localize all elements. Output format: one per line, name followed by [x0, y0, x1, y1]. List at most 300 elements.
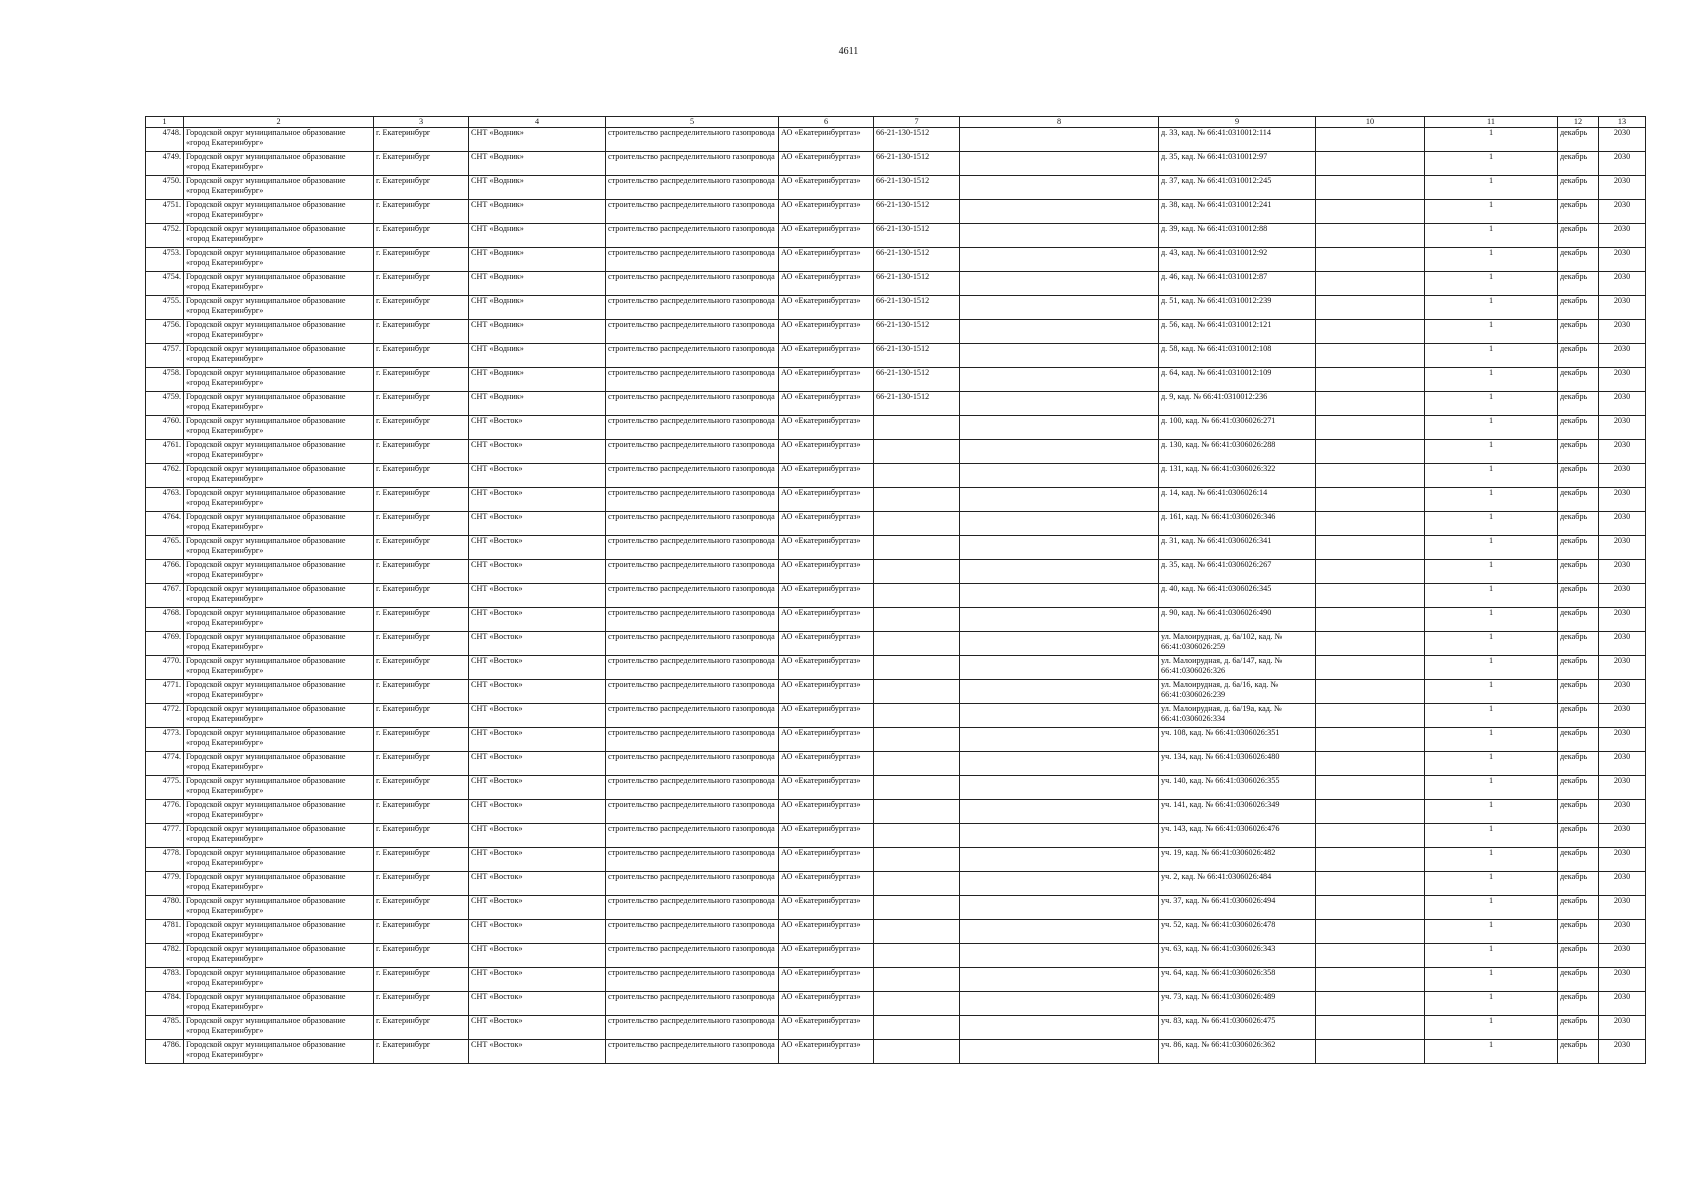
code-cell: 66-21-130-1512 — [874, 344, 960, 368]
quantity-cell: 1 — [1425, 872, 1558, 896]
city-cell: г. Екатеринбург — [374, 968, 469, 992]
quantity-cell: 1 — [1425, 992, 1558, 1016]
column-number: 6 — [779, 117, 874, 128]
row-number: 4754. — [146, 272, 184, 296]
table-row — [146, 968, 1646, 992]
column-8-cell — [960, 200, 1159, 224]
row-number: 4786. — [146, 1040, 184, 1064]
city-cell: г. Екатеринбург — [374, 368, 469, 392]
table-row — [146, 200, 1646, 224]
purpose-cell: строительство распределительного газопровода — [606, 896, 779, 920]
year-cell: 2030 — [1599, 608, 1646, 632]
address-cell: д. 38, кад. № 66:41:0310012:241 — [1159, 200, 1316, 224]
row-number: 4774. — [146, 752, 184, 776]
quantity-cell: 1 — [1425, 800, 1558, 824]
address-cell: д. 131, кад. № 66:41:0306026:322 — [1159, 464, 1316, 488]
column-10-cell — [1316, 248, 1425, 272]
address-cell: д. 39, кад. № 66:41:0310012:88 — [1159, 224, 1316, 248]
city-cell: г. Екатеринбург — [374, 248, 469, 272]
organization-cell: АО «Екатеринбурггаз» — [779, 512, 874, 536]
quantity-cell: 1 — [1425, 752, 1558, 776]
row-number: 4784. — [146, 992, 184, 1016]
column-8-cell — [960, 152, 1159, 176]
owner-cell: Городской округ муниципальное образование «город Екатеринбург» — [184, 680, 374, 704]
column-10-cell — [1316, 1016, 1425, 1040]
table-row — [146, 800, 1646, 824]
month-cell: декабрь — [1558, 776, 1599, 800]
purpose-cell: строительство распределительного газопровода — [606, 368, 779, 392]
row-number: 4779. — [146, 872, 184, 896]
city-cell: г. Екатеринбург — [374, 776, 469, 800]
city-cell: г. Екатеринбург — [374, 656, 469, 680]
column-8-cell — [960, 992, 1159, 1016]
object-cell: СНТ «Водник» — [469, 128, 606, 152]
column-8-cell — [960, 416, 1159, 440]
column-10-cell — [1316, 416, 1425, 440]
row-number: 4763. — [146, 488, 184, 512]
code-cell — [874, 632, 960, 656]
column-8-cell — [960, 392, 1159, 416]
owner-cell: Городской округ муниципальное образование «город Екатеринбург» — [184, 656, 374, 680]
quantity-cell: 1 — [1425, 776, 1558, 800]
row-number: 4775. — [146, 776, 184, 800]
code-cell — [874, 704, 960, 728]
year-cell: 2030 — [1599, 752, 1646, 776]
city-cell: г. Екатеринбург — [374, 680, 469, 704]
city-cell: г. Екатеринбург — [374, 464, 469, 488]
month-cell: декабрь — [1558, 464, 1599, 488]
organization-cell: АО «Екатеринбурггаз» — [779, 656, 874, 680]
column-8-cell — [960, 920, 1159, 944]
purpose-cell: строительство распределительного газопровода — [606, 200, 779, 224]
address-cell: уч. 86, кад. № 66:41:0306026:362 — [1159, 1040, 1316, 1064]
year-cell: 2030 — [1599, 824, 1646, 848]
quantity-cell: 1 — [1425, 128, 1558, 152]
column-8-cell — [960, 1040, 1159, 1064]
address-cell: уч. 64, кад. № 66:41:0306026:358 — [1159, 968, 1316, 992]
address-cell: уч. 52, кад. № 66:41:0306026:478 — [1159, 920, 1316, 944]
city-cell: г. Екатеринбург — [374, 1016, 469, 1040]
purpose-cell: строительство распределительного газопровода — [606, 464, 779, 488]
organization-cell: АО «Екатеринбурггаз» — [779, 152, 874, 176]
column-8-cell — [960, 128, 1159, 152]
month-cell: декабрь — [1558, 608, 1599, 632]
column-number: 4 — [469, 117, 606, 128]
organization-cell: АО «Екатеринбурггаз» — [779, 992, 874, 1016]
city-cell: г. Екатеринбург — [374, 992, 469, 1016]
year-cell: 2030 — [1599, 1016, 1646, 1040]
quantity-cell: 1 — [1425, 488, 1558, 512]
row-number: 4755. — [146, 296, 184, 320]
city-cell: г. Екатеринбург — [374, 272, 469, 296]
address-cell: ул. Малоирудная, д. 6а/147, кад. № 66:41:0306026:326 — [1159, 656, 1316, 680]
code-cell — [874, 872, 960, 896]
column-10-cell — [1316, 776, 1425, 800]
owner-cell: Городской округ муниципальное образование «город Екатеринбург» — [184, 176, 374, 200]
column-8-cell — [960, 608, 1159, 632]
city-cell: г. Екатеринбург — [374, 416, 469, 440]
row-number: 4771. — [146, 680, 184, 704]
year-cell: 2030 — [1599, 1040, 1646, 1064]
year-cell: 2030 — [1599, 920, 1646, 944]
table-row — [146, 656, 1646, 680]
month-cell: декабрь — [1558, 368, 1599, 392]
organization-cell: АО «Екатеринбурггаз» — [779, 968, 874, 992]
organization-cell: АО «Екатеринбурггаз» — [779, 488, 874, 512]
address-cell: уч. 63, кад. № 66:41:0306026:343 — [1159, 944, 1316, 968]
column-number: 1 — [146, 117, 184, 128]
year-cell: 2030 — [1599, 728, 1646, 752]
object-cell: СНТ «Восток» — [469, 800, 606, 824]
city-cell: г. Екатеринбург — [374, 872, 469, 896]
address-cell: д. 33, кад. № 66:41:0310012:114 — [1159, 128, 1316, 152]
column-8-cell — [960, 320, 1159, 344]
year-cell: 2030 — [1599, 296, 1646, 320]
organization-cell: АО «Екатеринбурггаз» — [779, 344, 874, 368]
address-cell: ул. Малоирудная, д. 6а/16, кад. № 66:41:0306026:239 — [1159, 680, 1316, 704]
code-cell — [874, 608, 960, 632]
column-number: 8 — [960, 117, 1159, 128]
quantity-cell: 1 — [1425, 848, 1558, 872]
column-10-cell — [1316, 704, 1425, 728]
year-cell: 2030 — [1599, 440, 1646, 464]
row-number: 4759. — [146, 392, 184, 416]
column-number: 12 — [1558, 117, 1599, 128]
column-8-cell — [960, 344, 1159, 368]
object-cell: СНТ «Восток» — [469, 824, 606, 848]
purpose-cell: строительство распределительного газопровода — [606, 416, 779, 440]
year-cell: 2030 — [1599, 944, 1646, 968]
row-number: 4782. — [146, 944, 184, 968]
city-cell: г. Екатеринбург — [374, 488, 469, 512]
column-10-cell — [1316, 944, 1425, 968]
row-number: 4748. — [146, 128, 184, 152]
table-row — [146, 920, 1646, 944]
owner-cell: Городской округ муниципальное образование «город Екатеринбург» — [184, 296, 374, 320]
address-cell: д. 9, кад. № 66:41:0310012:236 — [1159, 392, 1316, 416]
owner-cell: Городской округ муниципальное образование «город Екатеринбург» — [184, 200, 374, 224]
object-cell: СНТ «Восток» — [469, 416, 606, 440]
column-8-cell — [960, 584, 1159, 608]
quantity-cell: 1 — [1425, 728, 1558, 752]
object-cell: СНТ «Восток» — [469, 560, 606, 584]
object-cell: СНТ «Водник» — [469, 296, 606, 320]
quantity-cell: 1 — [1425, 896, 1558, 920]
column-8-cell — [960, 1016, 1159, 1040]
object-cell: СНТ «Водник» — [469, 344, 606, 368]
column-number: 13 — [1599, 117, 1646, 128]
organization-cell: АО «Екатеринбурггаз» — [779, 920, 874, 944]
table-row — [146, 944, 1646, 968]
code-cell — [874, 656, 960, 680]
object-cell: СНТ «Водник» — [469, 320, 606, 344]
code-cell — [874, 584, 960, 608]
quantity-cell: 1 — [1425, 320, 1558, 344]
month-cell: декабрь — [1558, 680, 1599, 704]
month-cell: декабрь — [1558, 800, 1599, 824]
code-cell — [874, 488, 960, 512]
quantity-cell: 1 — [1425, 248, 1558, 272]
organization-cell: АО «Екатеринбурггаз» — [779, 704, 874, 728]
owner-cell: Городской округ муниципальное образование «город Екатеринбург» — [184, 608, 374, 632]
city-cell: г. Екатеринбург — [374, 1040, 469, 1064]
organization-cell: АО «Екатеринбурггаз» — [779, 608, 874, 632]
column-8-cell — [960, 872, 1159, 896]
table-row — [146, 368, 1646, 392]
row-number: 4778. — [146, 848, 184, 872]
year-cell: 2030 — [1599, 536, 1646, 560]
object-cell: СНТ «Восток» — [469, 608, 606, 632]
address-cell: ул. Малоирудная, д. 6а/102, кад. № 66:41:0306026:259 — [1159, 632, 1316, 656]
purpose-cell: строительство распределительного газопровода — [606, 680, 779, 704]
address-cell: д. 56, кад. № 66:41:0310012:121 — [1159, 320, 1316, 344]
city-cell: г. Екатеринбург — [374, 512, 469, 536]
object-cell: СНТ «Восток» — [469, 680, 606, 704]
address-cell: уч. 37, кад. № 66:41:0306026:494 — [1159, 896, 1316, 920]
column-8-cell — [960, 296, 1159, 320]
object-cell: СНТ «Восток» — [469, 944, 606, 968]
column-10-cell — [1316, 488, 1425, 512]
table-row — [146, 296, 1646, 320]
object-cell: СНТ «Водник» — [469, 152, 606, 176]
row-number: 4761. — [146, 440, 184, 464]
month-cell: декабрь — [1558, 200, 1599, 224]
column-10-cell — [1316, 512, 1425, 536]
object-cell: СНТ «Восток» — [469, 896, 606, 920]
object-cell: СНТ «Водник» — [469, 224, 606, 248]
code-cell — [874, 920, 960, 944]
row-number: 4772. — [146, 704, 184, 728]
table-row — [146, 896, 1646, 920]
purpose-cell: строительство распределительного газопровода — [606, 1016, 779, 1040]
object-cell: СНТ «Восток» — [469, 704, 606, 728]
quantity-cell: 1 — [1425, 200, 1558, 224]
address-cell: уч. 143, кад. № 66:41:0306026:476 — [1159, 824, 1316, 848]
city-cell: г. Екатеринбург — [374, 224, 469, 248]
object-cell: СНТ «Восток» — [469, 992, 606, 1016]
month-cell: декабрь — [1558, 392, 1599, 416]
month-cell: декабрь — [1558, 728, 1599, 752]
object-cell: СНТ «Восток» — [469, 752, 606, 776]
row-number: 4750. — [146, 176, 184, 200]
code-cell — [874, 728, 960, 752]
city-cell: г. Екатеринбург — [374, 632, 469, 656]
purpose-cell: строительство распределительного газопровода — [606, 320, 779, 344]
column-8-cell — [960, 848, 1159, 872]
code-cell — [874, 1040, 960, 1064]
city-cell: г. Екатеринбург — [374, 344, 469, 368]
table-row — [146, 512, 1646, 536]
row-number: 4758. — [146, 368, 184, 392]
column-10-cell — [1316, 584, 1425, 608]
object-cell: СНТ «Водник» — [469, 176, 606, 200]
city-cell: г. Екатеринбург — [374, 152, 469, 176]
organization-cell: АО «Екатеринбурггаз» — [779, 248, 874, 272]
organization-cell: АО «Екатеринбурггаз» — [779, 848, 874, 872]
row-number: 4762. — [146, 464, 184, 488]
owner-cell: Городской округ муниципальное образование «город Екатеринбург» — [184, 968, 374, 992]
column-8-cell — [960, 632, 1159, 656]
table-row — [146, 392, 1646, 416]
owner-cell: Городской округ муниципальное образование «город Екатеринбург» — [184, 440, 374, 464]
year-cell: 2030 — [1599, 776, 1646, 800]
object-cell: СНТ «Восток» — [469, 776, 606, 800]
code-cell: 66-21-130-1512 — [874, 368, 960, 392]
city-cell: г. Екатеринбург — [374, 608, 469, 632]
row-number: 4760. — [146, 416, 184, 440]
organization-cell: АО «Екатеринбурггаз» — [779, 584, 874, 608]
table-row — [146, 776, 1646, 800]
object-cell: СНТ «Восток» — [469, 584, 606, 608]
table-row — [146, 608, 1646, 632]
owner-cell: Городской округ муниципальное образование «город Екатеринбург» — [184, 536, 374, 560]
object-cell: СНТ «Водник» — [469, 368, 606, 392]
table-row — [146, 464, 1646, 488]
table-row — [146, 248, 1646, 272]
city-cell: г. Екатеринбург — [374, 176, 469, 200]
column-number: 10 — [1316, 117, 1425, 128]
address-cell: уч. 140, кад. № 66:41:0306026:355 — [1159, 776, 1316, 800]
row-number: 4764. — [146, 512, 184, 536]
quantity-cell: 1 — [1425, 968, 1558, 992]
row-number: 4751. — [146, 200, 184, 224]
organization-cell: АО «Екатеринбурггаз» — [779, 416, 874, 440]
owner-cell: Городской округ муниципальное образование «город Екатеринбург» — [184, 728, 374, 752]
quantity-cell: 1 — [1425, 464, 1558, 488]
owner-cell: Городской округ муниципальное образование «город Екатеринбург» — [184, 848, 374, 872]
purpose-cell: строительство распределительного газопровода — [606, 728, 779, 752]
year-cell: 2030 — [1599, 176, 1646, 200]
organization-cell: АО «Екатеринбурггаз» — [779, 200, 874, 224]
code-cell — [874, 896, 960, 920]
month-cell: декабрь — [1558, 224, 1599, 248]
month-cell: декабрь — [1558, 344, 1599, 368]
row-number: 4776. — [146, 800, 184, 824]
city-cell: г. Екатеринбург — [374, 896, 469, 920]
year-cell: 2030 — [1599, 584, 1646, 608]
quantity-cell: 1 — [1425, 536, 1558, 560]
quantity-cell: 1 — [1425, 152, 1558, 176]
code-cell — [874, 752, 960, 776]
owner-cell: Городской округ муниципальное образование «город Екатеринбург» — [184, 632, 374, 656]
address-cell: д. 58, кад. № 66:41:0310012:108 — [1159, 344, 1316, 368]
organization-cell: АО «Екатеринбурггаз» — [779, 464, 874, 488]
year-cell: 2030 — [1599, 464, 1646, 488]
purpose-cell: строительство распределительного газопровода — [606, 584, 779, 608]
row-number: 4785. — [146, 1016, 184, 1040]
city-cell: г. Екатеринбург — [374, 704, 469, 728]
column-10-cell — [1316, 824, 1425, 848]
purpose-cell: строительство распределительного газопровода — [606, 176, 779, 200]
organization-cell: АО «Екатеринбурггаз» — [779, 176, 874, 200]
purpose-cell: строительство распределительного газопровода — [606, 392, 779, 416]
column-8-cell — [960, 368, 1159, 392]
code-cell — [874, 800, 960, 824]
purpose-cell: строительство распределительного газопровода — [606, 512, 779, 536]
table-row — [146, 824, 1646, 848]
city-cell: г. Екатеринбург — [374, 944, 469, 968]
column-10-cell — [1316, 656, 1425, 680]
purpose-cell: строительство распределительного газопровода — [606, 704, 779, 728]
column-10-cell — [1316, 536, 1425, 560]
month-cell: декабрь — [1558, 560, 1599, 584]
table-row — [146, 560, 1646, 584]
column-10-cell — [1316, 464, 1425, 488]
column-8-cell — [960, 824, 1159, 848]
city-cell: г. Екатеринбург — [374, 440, 469, 464]
column-number: 3 — [374, 117, 469, 128]
object-cell: СНТ «Восток» — [469, 1040, 606, 1064]
object-cell: СНТ «Восток» — [469, 656, 606, 680]
code-cell — [874, 944, 960, 968]
table-row — [146, 344, 1646, 368]
address-cell: д. 51, кад. № 66:41:0310012:239 — [1159, 296, 1316, 320]
column-number: 7 — [874, 117, 960, 128]
organization-cell: АО «Екатеринбурггаз» — [779, 752, 874, 776]
purpose-cell: строительство распределительного газопровода — [606, 776, 779, 800]
purpose-cell: строительство распределительного газопровода — [606, 560, 779, 584]
month-cell: декабрь — [1558, 632, 1599, 656]
owner-cell: Городской округ муниципальное образование «город Екатеринбург» — [184, 368, 374, 392]
organization-cell: АО «Екатеринбурггаз» — [779, 320, 874, 344]
quantity-cell: 1 — [1425, 416, 1558, 440]
month-cell: декабрь — [1558, 440, 1599, 464]
object-cell: СНТ «Водник» — [469, 272, 606, 296]
column-8-cell — [960, 176, 1159, 200]
city-cell: г. Екатеринбург — [374, 800, 469, 824]
code-cell — [874, 464, 960, 488]
column-8-cell — [960, 272, 1159, 296]
column-8-cell — [960, 488, 1159, 512]
column-8-cell — [960, 440, 1159, 464]
month-cell: декабрь — [1558, 896, 1599, 920]
year-cell: 2030 — [1599, 416, 1646, 440]
column-8-cell — [960, 776, 1159, 800]
code-cell — [874, 848, 960, 872]
year-cell: 2030 — [1599, 512, 1646, 536]
code-cell — [874, 680, 960, 704]
column-10-cell — [1316, 176, 1425, 200]
purpose-cell: строительство распределительного газопровода — [606, 128, 779, 152]
row-number: 4769. — [146, 632, 184, 656]
column-10-cell — [1316, 560, 1425, 584]
column-10-cell — [1316, 968, 1425, 992]
column-10-cell — [1316, 608, 1425, 632]
purpose-cell: строительство распределительного газопровода — [606, 344, 779, 368]
table-body — [146, 128, 1646, 1064]
owner-cell: Городской округ муниципальное образование «город Екатеринбург» — [184, 152, 374, 176]
month-cell: декабрь — [1558, 824, 1599, 848]
year-cell: 2030 — [1599, 488, 1646, 512]
column-8-cell — [960, 680, 1159, 704]
code-cell: 66-21-130-1512 — [874, 200, 960, 224]
object-cell: СНТ «Восток» — [469, 920, 606, 944]
month-cell: декабрь — [1558, 320, 1599, 344]
address-cell: ул. Малоирудная, д. 6а/19а, кад. № 66:41:0306026:334 — [1159, 704, 1316, 728]
owner-cell: Городской округ муниципальное образование «город Екатеринбург» — [184, 488, 374, 512]
column-number: 9 — [1159, 117, 1316, 128]
owner-cell: Городской округ муниципальное образование «город Екатеринбург» — [184, 128, 374, 152]
column-10-cell — [1316, 272, 1425, 296]
purpose-cell: строительство распределительного газопровода — [606, 824, 779, 848]
purpose-cell: строительство распределительного газопровода — [606, 968, 779, 992]
object-cell: СНТ «Восток» — [469, 536, 606, 560]
quantity-cell: 1 — [1425, 608, 1558, 632]
owner-cell: Городской округ муниципальное образование «город Екатеринбург» — [184, 272, 374, 296]
table-row — [146, 440, 1646, 464]
purpose-cell: строительство распределительного газопровода — [606, 608, 779, 632]
city-cell: г. Екатеринбург — [374, 536, 469, 560]
